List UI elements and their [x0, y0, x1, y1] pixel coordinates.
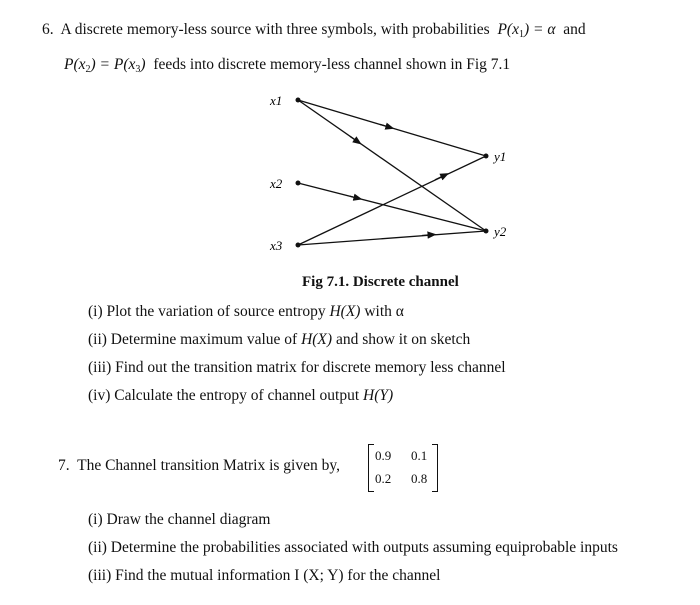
- q6-number: 6.: [42, 21, 54, 38]
- q7-item-1: (i) Draw the channel diagram: [88, 511, 271, 528]
- q6-item-2: (ii) Determine maximum value of H(X) and show it on sketch: [88, 331, 471, 348]
- matrix-cell: 0.2: [375, 471, 392, 486]
- q7-text: The Channel transition Matrix is given by,: [77, 457, 340, 474]
- q6-item-1: (i) Plot the variation of source entropy H(X) with α: [88, 303, 404, 320]
- q7-item-3: (iii) Find the mutual information I (X; Y) for the channel: [88, 567, 441, 584]
- matrix-cell: 0.1: [411, 448, 428, 463]
- label-x1: x1: [270, 93, 283, 108]
- q6-line1-and: and: [563, 21, 586, 38]
- q6-line-1: [42, 20, 586, 45]
- figure-caption: Fig 7.1. Discrete channel: [302, 274, 459, 290]
- edge-x1-y2: [298, 100, 486, 231]
- q6-p-x2-x3: $P(x_2) = P(x_3)$: [64, 56, 146, 75]
- arrow-x3-y1: [435, 175, 445, 180]
- q6-item-3: (iii) Find out the transition matrix for discrete memory less channel: [88, 359, 506, 376]
- q6-line-2: [64, 55, 510, 80]
- arrow-x1-y2: [350, 136, 358, 142]
- channel-diagram: [240, 88, 540, 263]
- q6-line1-text: A discrete memory-less source with three symbols, with probabilities: [60, 21, 490, 38]
- q6-item-4: (iv) Calculate the entropy of channel output H(Y): [88, 387, 394, 404]
- q7-item-2: (ii) Determine the probabilities associated with outputs assuming equiprobable inputs: [88, 539, 618, 556]
- arrow-x3-y2: [422, 235, 432, 236]
- label-x3: x3: [270, 238, 283, 253]
- label-x2: x2: [270, 176, 283, 191]
- label-y2: y2: [494, 224, 507, 239]
- q6-p-x1: $P(x_1) = \alpha$: [497, 21, 556, 40]
- edge-x3-y1: [298, 156, 486, 245]
- q7-number: 7.: [58, 457, 70, 474]
- edge-x2-y2: [298, 183, 486, 231]
- matrix-cell: 0.8: [411, 471, 428, 486]
- transition-matrix: [368, 444, 438, 492]
- label-y1: y1: [494, 149, 507, 164]
- q6-line2-text: feeds into discrete memory-less channel shown in Fig 7.1: [153, 56, 511, 73]
- arrow-x1-y1: [380, 124, 390, 127]
- edge-x3-y2: [298, 231, 486, 245]
- q7-question: [58, 456, 340, 476]
- matrix-cell: 0.9: [375, 448, 392, 463]
- edge-x1-y1: [298, 100, 486, 156]
- arrow-x2-y2: [350, 196, 358, 198]
